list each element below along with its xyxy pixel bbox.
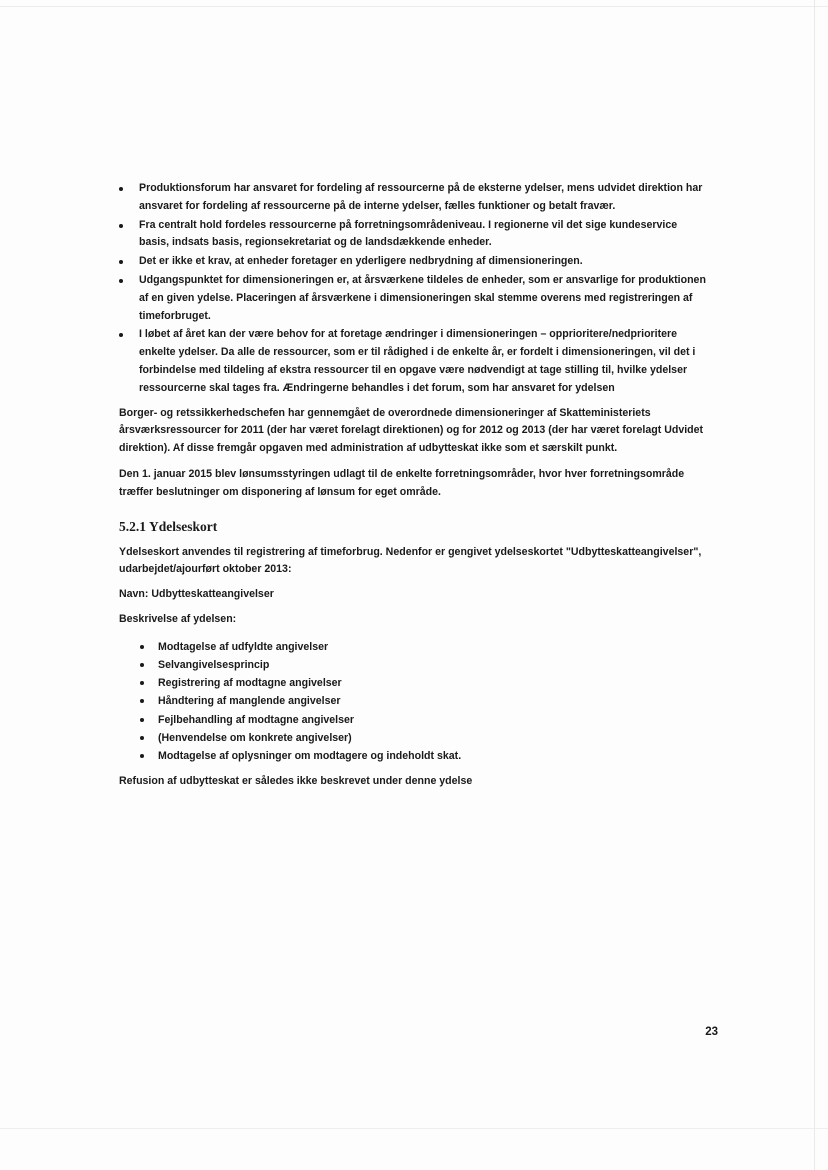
service-name: Navn: Udbytteskatteangivelser [119, 588, 274, 601]
page-right-edge [814, 0, 815, 1170]
paragraph: Den 1. januar 2015 blev lønsumsstyringen udlagt til de enkelte forretningsområder, hvor hver forretningsområde træffer beslutninger om disponering af lønsum for eget område. [119, 467, 685, 498]
list-item: Modtagelse af oplysninger om modtagere og indeholdt skat. [119, 747, 709, 765]
section-number: 5.2.1 [119, 518, 146, 534]
list-item: I løbet af året kan der være behov for at foretage ændringer i dimensioneringen – opprioritere/nedprioritere enkelte ydelser. Da alle de ressourcer, som er til rådighed i de enkelte år, er fordelt i dimensioneringen, vil det i forbindelse med tildeling af ekstra ressourcer til en opgave være nødvendigt at tage stilling til, hvilke ydelser ressourcerne skal tages fra. Ændringerne behandles i det forum, som har ansvaret for ydelsen [119, 326, 709, 397]
list-item: Udgangspunktet for dimensioneringen er, at årsværkene tildeles de enheder, som er ansvarlige for produktionen af en given ydelse. Placeringen af årsværkene i dimensioneringen skal stemme overens med registreringen af timeforbruget. [119, 272, 709, 325]
description-label: Beskrivelse af ydelsen: [119, 612, 237, 625]
list-item: Modtagelse af udfyldte angivelser [119, 638, 709, 656]
section-heading [119, 518, 709, 536]
paragraph: Borger- og retssikkerhedschefen har gennemgået de overordnede dimensioneringer af Skatteministeriets årsværksressourcer for 2011 (der har været forelagt direktionen) og for 2012 og 2013 (der har været forelagt Udvidet direktion). Af disse fremgår opgaven med administration af udbytteskat ikke som et særskilt punkt. [119, 406, 704, 455]
closing-note: Refusion af udbytteskat er således ikke beskrevet under denne ydelse [119, 775, 473, 788]
document-body [119, 180, 709, 791]
list-item: Det er ikke et krav, at enheder foretager en yderligere nedbrydning af dimensioneringen. [119, 253, 709, 271]
section-intro: Ydelseskort anvendes til registrering af timeforbrug. Nedenfor er gengivet ydelseskortet "Udbytteskatteangivelser", udarbejdet/ajourført oktober 2013: [119, 545, 702, 576]
list-item: Fejlbehandling af modtagne angivelser [119, 711, 709, 729]
section-title: Ydelseskort [149, 518, 218, 534]
list-item: Håndtering af manglende angivelser [119, 692, 709, 710]
list-item: Selvangivelsesprincip [119, 656, 709, 674]
list-item: (Henvendelse om konkrete angivelser) [119, 729, 709, 747]
description-list [119, 638, 709, 765]
list-item: Produktionsforum har ansvaret for fordeling af ressourcerne på de eksterne ydelser, mens udvidet direktion har ansvaret for fordeling af ressourcerne på de interne ydelser, fælles funktioner og betalt fravær. [119, 180, 709, 216]
bullet-list [119, 180, 709, 398]
page-number: 23 [705, 1026, 718, 1038]
page-top-edge [0, 6, 828, 7]
list-item: Fra centralt hold fordeles ressourcerne på forretningsområdeniveau. I regionerne vil det sige kundeservice basis, indsats basis, regionsekretariat og de landsdækkende enheder. [119, 217, 709, 253]
page-bottom-edge [0, 1128, 828, 1129]
list-item: Registrering af modtagne angivelser [119, 674, 709, 692]
